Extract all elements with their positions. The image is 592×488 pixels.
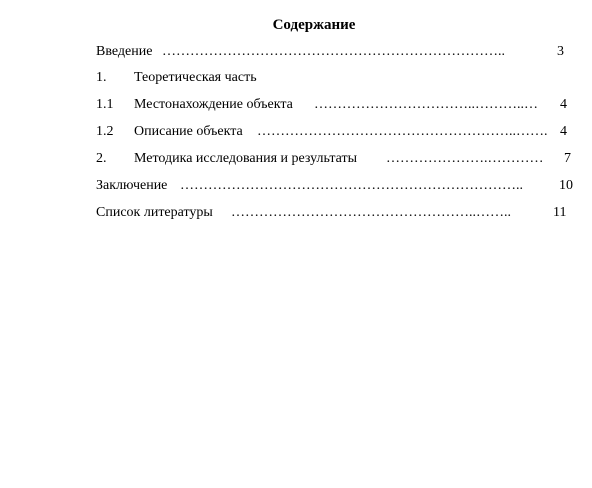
toc-dot-leader: ………………….…………: [386, 151, 544, 166]
toc-page-number: 4: [560, 124, 567, 139]
toc-dot-leader: ……………………………………………..……..: [231, 205, 511, 220]
toc-dot-leader: ………………………………………………………………..: [162, 44, 505, 59]
toc-entry-methodology: [0, 148, 592, 170]
toc-page-number: 3: [557, 44, 564, 59]
toc-entry-text: Местонахождение объекта: [134, 97, 293, 112]
toc-entry-text: Список литературы: [96, 205, 213, 220]
toc-entry-references: [0, 202, 592, 224]
toc-entry-number: 1.: [96, 70, 107, 85]
toc-page-number: 11: [553, 205, 567, 220]
toc-entry-theoretical-part: [0, 67, 592, 89]
toc-entry-conclusion: [0, 175, 592, 197]
toc-dot-leader: ……………………………..………..…: [314, 97, 538, 112]
toc-dot-leader: ………………………………………………………………..: [180, 178, 523, 193]
toc-entry-text: Заключение: [96, 178, 168, 193]
toc-entry-text: Методика исследования и результаты: [134, 151, 358, 166]
toc-page-number: 10: [559, 178, 573, 193]
toc-entry-number: 1.1: [96, 97, 114, 112]
toc-dot-leader: ………………………………………………..…….: [257, 124, 548, 139]
toc-entry-text: Теоретическая часть: [134, 70, 257, 85]
toc-entry-number: 2.: [96, 151, 107, 166]
toc-title: Содержание: [272, 17, 356, 33]
toc-entry-text: Описание объекта: [134, 124, 243, 139]
toc-entry-object-description: [0, 121, 592, 143]
toc-entry-introduction: [0, 41, 592, 63]
toc-page-number: 7: [564, 151, 571, 166]
toc-entry-text: Введение: [96, 44, 153, 59]
toc-entry-number: 1.2: [96, 124, 114, 139]
toc-page-number: 4: [560, 97, 567, 112]
toc-entry-object-location: [0, 94, 592, 116]
